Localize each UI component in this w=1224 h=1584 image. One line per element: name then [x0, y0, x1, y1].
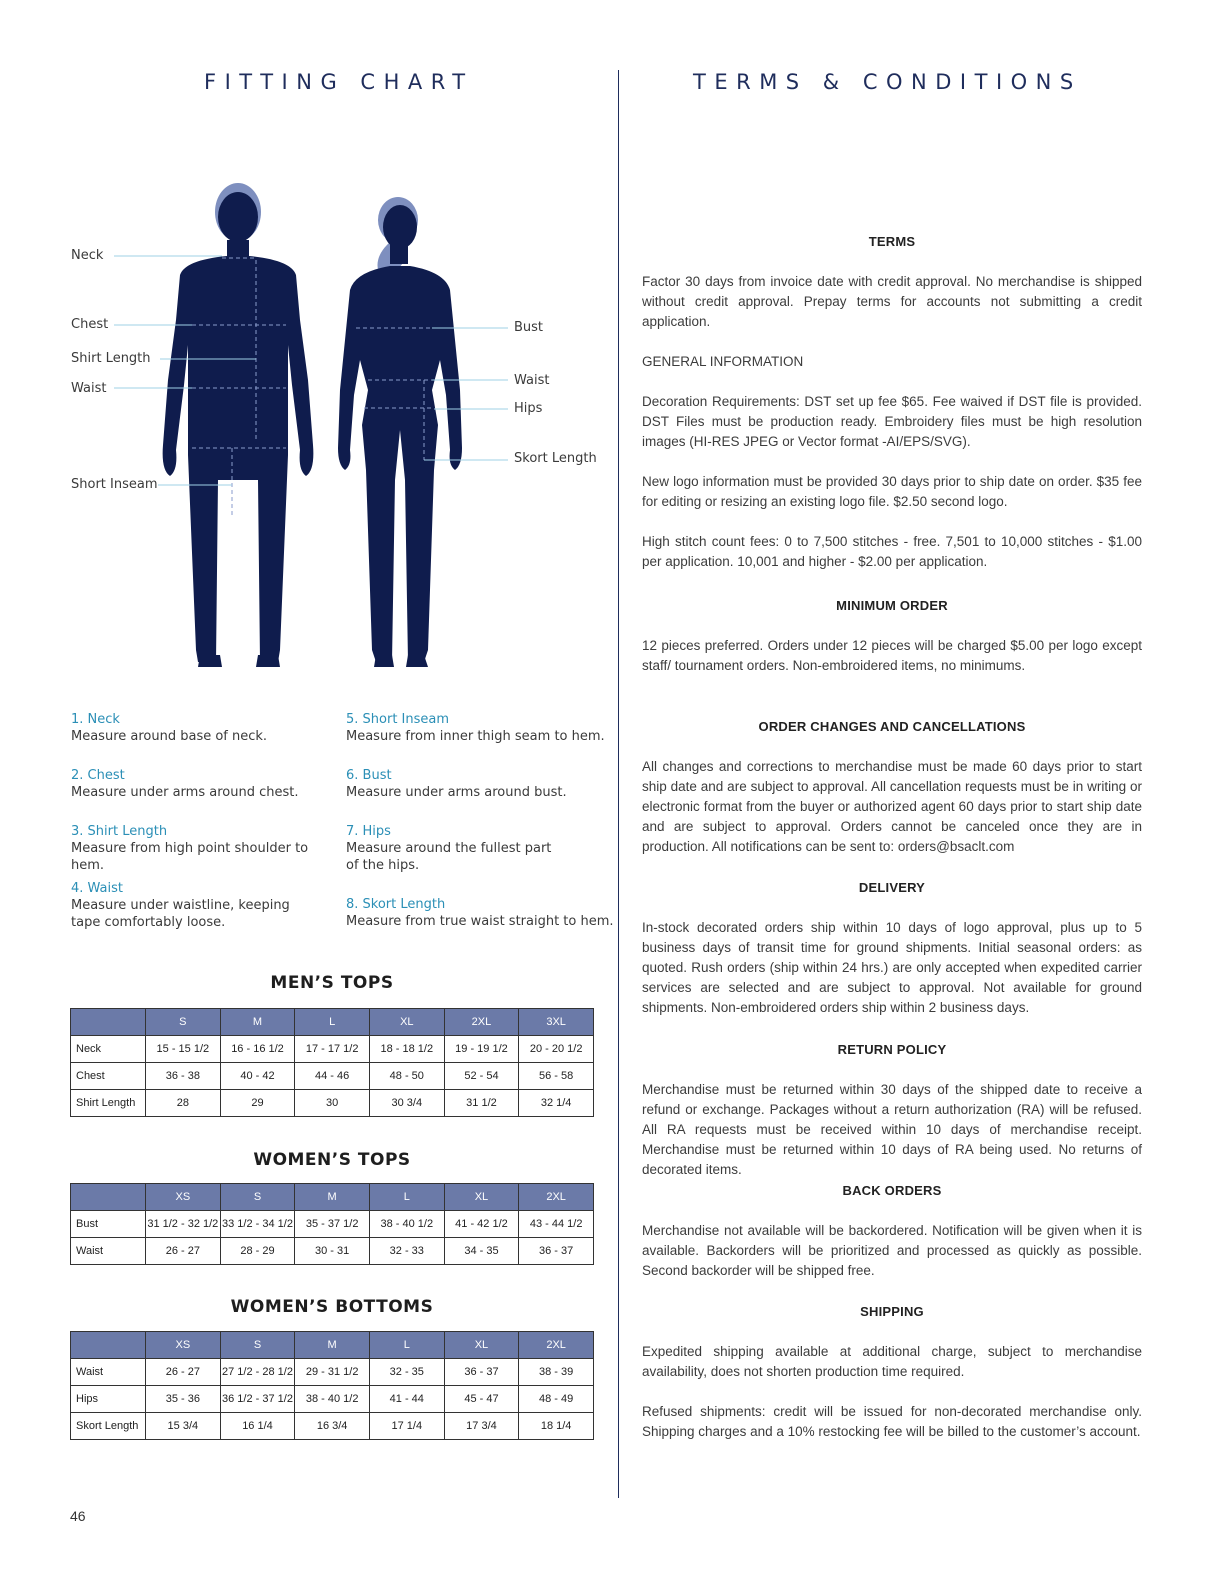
table-cell: 17 3/4 [444, 1413, 519, 1440]
table-cell: 32 - 35 [369, 1359, 444, 1386]
table-header-cell [71, 1332, 146, 1359]
instruction-hips [346, 823, 566, 874]
table-cell: 31 1/2 [444, 1090, 519, 1117]
table-header-cell: XL [369, 1009, 444, 1036]
table-cell: Waist [71, 1359, 146, 1386]
table-header-cell: L [369, 1184, 444, 1211]
instruction-title: 1. Neck [71, 712, 120, 727]
delivery-section [642, 878, 1142, 1018]
table-cell: Waist [71, 1238, 146, 1265]
table-cell: 38 - 39 [519, 1359, 594, 1386]
instruction-text: Measure under arms around chest. [71, 785, 299, 800]
return-policy-text: Merchandise must be returned within 30 days of the shipped date to receive a refund or exchange. Packages without a return authorization (RA) will be refused. All RA requests must be received within 10 days of merchandise receipt. Merchandise must be returned within 10 days of RA being used. No returns of decorated items. [642, 1082, 1142, 1177]
table-header-cell: L [295, 1009, 370, 1036]
instruction-title: 3. Shirt Length [71, 824, 168, 839]
womens-tops-title: WOMEN’S TOPS [253, 1150, 411, 1170]
instruction-title: 5. Short Inseam [346, 712, 450, 727]
table-cell: 30 [295, 1090, 370, 1117]
table-cell: Skort Length [71, 1413, 146, 1440]
refused-shipments-text: Refused shipments: credit will be issued for non-decorated merchandise only. Shipping charges and a 10% restocking fee will be billed to the customer’s account. [642, 1404, 1142, 1439]
table-cell: 27 1/2 - 28 1/2 [220, 1359, 295, 1386]
table-header-cell: L [369, 1332, 444, 1359]
page-number: 46 [70, 1508, 86, 1524]
back-orders-title: BACK ORDERS [842, 1183, 942, 1198]
return-policy-section [642, 1040, 1142, 1180]
shipping-section [642, 1302, 1142, 1442]
instruction-text: Measure around the fullest part of the hips. [346, 841, 552, 873]
table-cell: 15 3/4 [146, 1413, 221, 1440]
table-row [71, 1211, 594, 1238]
fitting-chart-heading: FITTING CHART [204, 70, 474, 94]
shipping-title: SHIPPING [860, 1304, 924, 1319]
instruction-neck [71, 711, 341, 745]
table-cell: 44 - 46 [295, 1063, 370, 1090]
table-cell: 16 - 16 1/2 [220, 1036, 295, 1063]
table-cell: 30 3/4 [369, 1090, 444, 1117]
instruction-short-inseam [346, 711, 616, 745]
female-silhouette [338, 197, 462, 667]
table-cell: 28 [146, 1090, 221, 1117]
table-cell: 28 - 29 [220, 1238, 295, 1265]
order-changes-text: All changes and corrections to merchandise must be made 60 days prior to start ship date and are subject to approval. All cancellation requests must be in writing or electronic format from the buyer or authorized agent 60 days prior to start ship date and are subject to approval. Orders cannot be canceled once they are in production. All notifications can be sent to: orders@bsaclt.com [642, 759, 1142, 854]
table-cell: 36 - 37 [519, 1238, 594, 1265]
table-cell: 52 - 54 [444, 1063, 519, 1090]
back-orders-text: Merchandise not available will be backordered. Notification will be given when it is available. Backorders will be prioritized and processed as quickly as possible. Second backorder will be shipped free. [642, 1223, 1142, 1278]
table-cell: 48 - 49 [519, 1386, 594, 1413]
table-cell: 19 - 19 1/2 [444, 1036, 519, 1063]
instruction-text: Measure from true waist straight to hem. [346, 914, 614, 929]
label-short-inseam: Short Inseam [71, 477, 158, 492]
table-cell: 31 1/2 - 32 1/2 [146, 1211, 221, 1238]
instruction-bust [346, 767, 616, 801]
stitch-fees-text: High stitch count fees: 0 to 7,500 stitches - free. 7,501 to 10,000 stitches - $1.00 per application. 10,001 and higher - $2.00 per application. [642, 534, 1142, 569]
table-cell: 32 - 33 [369, 1238, 444, 1265]
table-cell: 32 1/4 [519, 1090, 594, 1117]
delivery-text: In-stock decorated orders ship within 10 days of logo approval, plus up to 5 business days of transit time for ground shipments. Initial seasonal orders: as quoted. Rush orders (ship within 24 hrs.) are only accepted when expedited carrier services are selected and are subject to approval. Not available for ground shipments. Non-embroidered orders ship within 2 business days. [642, 920, 1142, 1015]
instruction-title: 7. Hips [346, 824, 391, 839]
terms-heading: TERMS & CONDITIONS [693, 70, 1082, 94]
womens-bottoms-table [70, 1331, 594, 1440]
table-cell: 18 - 18 1/2 [369, 1036, 444, 1063]
return-policy-title: RETURN POLICY [837, 1042, 947, 1057]
table-header-cell: 2XL [519, 1332, 594, 1359]
minimum-order-title: MINIMUM ORDER [836, 598, 948, 613]
table-header-cell [71, 1009, 146, 1036]
general-info-label: GENERAL INFORMATION [642, 354, 804, 369]
table-cell: 56 - 58 [519, 1063, 594, 1090]
table-header-cell: M [295, 1332, 370, 1359]
table-cell: 26 - 27 [146, 1359, 221, 1386]
table-cell: 35 - 36 [146, 1386, 221, 1413]
table-cell: 43 - 44 1/2 [519, 1211, 594, 1238]
table-cell: Neck [71, 1036, 146, 1063]
table-cell: 38 - 40 1/2 [295, 1386, 370, 1413]
table-cell: 36 - 37 [444, 1359, 519, 1386]
label-neck: Neck [71, 248, 104, 263]
terms-section [642, 232, 1142, 572]
table-header-cell: 2XL [519, 1184, 594, 1211]
label-shirt-length: Shirt Length [71, 351, 151, 366]
instruction-skort-length [346, 896, 616, 930]
back-orders-section [642, 1181, 1142, 1281]
table-header-cell: S [220, 1332, 295, 1359]
table-header-cell: XL [444, 1184, 519, 1211]
table-cell: 16 1/4 [220, 1413, 295, 1440]
new-logo-text: New logo information must be provided 30 days prior to ship date on order. $35 fee for editing or resizing an existing logo file. $2.50 second logo. [642, 474, 1142, 509]
table-cell: Chest [71, 1063, 146, 1090]
table-header-cell: 3XL [519, 1009, 594, 1036]
table-cell: 40 - 42 [220, 1063, 295, 1090]
table-cell: 45 - 47 [444, 1386, 519, 1413]
table-cell: 17 - 17 1/2 [295, 1036, 370, 1063]
table-cell: 34 - 35 [444, 1238, 519, 1265]
mens-tops-title: MEN’S TOPS [270, 973, 394, 993]
table-header-cell: M [295, 1184, 370, 1211]
table-cell: 36 - 38 [146, 1063, 221, 1090]
label-waist-men: Waist [71, 381, 107, 396]
table-header-cell: XL [444, 1332, 519, 1359]
table-cell: 48 - 50 [369, 1063, 444, 1090]
decoration-text: Decoration Requirements: DST set up fee $65. Fee waived if DST file is provided. DST Files must be production ready. Embroidery files must be high resolution images (HI-RES JPEG or Vector format -AI/EPS/SVG). [642, 394, 1142, 449]
label-hips: Hips [514, 401, 543, 416]
table-cell: 16 3/4 [295, 1413, 370, 1440]
terms-title: TERMS [868, 234, 916, 249]
table-row [71, 1090, 594, 1117]
instruction-text: Measure around base of neck. [71, 729, 268, 744]
table-row [71, 1238, 594, 1265]
table-cell: 18 1/4 [519, 1413, 594, 1440]
instruction-text: Measure under arms around bust. [346, 785, 567, 800]
instruction-chest [71, 767, 341, 801]
label-chest: Chest [71, 317, 109, 332]
terms-text: Factor 30 days from invoice date with credit approval. No merchandise is shipped without credit approval. Prepay terms for accounts not submitting a credit application. [642, 274, 1142, 329]
table-cell: 41 - 42 1/2 [444, 1211, 519, 1238]
womens-bottoms-title: WOMEN’S BOTTOMS [230, 1297, 434, 1317]
table-cell: 29 [220, 1090, 295, 1117]
table-cell: Hips [71, 1386, 146, 1413]
table-cell: 15 - 15 1/2 [146, 1036, 221, 1063]
instruction-title: 8. Skort Length [346, 897, 446, 912]
table-header-cell: 2XL [444, 1009, 519, 1036]
mens-tops-table [70, 1008, 594, 1117]
body-measurement-figure [60, 180, 620, 680]
instruction-shirt-length [71, 823, 341, 874]
table-header-cell: M [220, 1009, 295, 1036]
table-cell: Shirt Length [71, 1090, 146, 1117]
label-bust: Bust [514, 320, 544, 335]
instruction-text: Measure under waistline, keeping tape comfortably loose. [71, 898, 290, 930]
table-row [71, 1036, 594, 1063]
body-silhouettes [60, 180, 620, 680]
table-row [71, 1413, 594, 1440]
table-cell: 29 - 31 1/2 [295, 1359, 370, 1386]
womens-tops-table [70, 1183, 594, 1265]
minimum-order-text: 12 pieces preferred. Orders under 12 pieces will be charged $5.00 per logo except staff/ tournament orders. Non-embroidered items, no minimums. [642, 638, 1142, 673]
table-cell: 33 1/2 - 34 1/2 [220, 1211, 295, 1238]
table-cell: 17 1/4 [369, 1413, 444, 1440]
instruction-title: 6. Bust [346, 768, 392, 783]
table-cell: Bust [71, 1211, 146, 1238]
order-changes-title: ORDER CHANGES AND CANCELLATIONS [758, 719, 1026, 734]
order-changes-section [642, 717, 1142, 857]
table-header-cell: XS [146, 1184, 221, 1211]
table-row [71, 1386, 594, 1413]
table-cell: 26 - 27 [146, 1238, 221, 1265]
minimum-order-section [642, 596, 1142, 676]
table-header-cell: S [146, 1009, 221, 1036]
table-row [71, 1359, 594, 1386]
table-cell: 38 - 40 1/2 [369, 1211, 444, 1238]
shipping-text: Expedited shipping available at additional charge, subject to merchandise availability, does not shorten production time required. [642, 1344, 1142, 1379]
table-cell: 41 - 44 [369, 1386, 444, 1413]
delivery-title: DELIVERY [858, 880, 926, 895]
instruction-text: Measure from high point shoulder to hem. [71, 841, 309, 873]
label-waist-women: Waist [514, 373, 550, 388]
table-header-cell [71, 1184, 146, 1211]
instruction-waist [71, 880, 321, 931]
instruction-title: 2. Chest [71, 768, 125, 783]
table-row [71, 1063, 594, 1090]
table-cell: 36 1/2 - 37 1/2 [220, 1386, 295, 1413]
instruction-text: Measure from inner thigh seam to hem. [346, 729, 605, 744]
table-header-cell: S [220, 1184, 295, 1211]
table-header-cell: XS [146, 1332, 221, 1359]
table-cell: 30 - 31 [295, 1238, 370, 1265]
instruction-title: 4. Waist [71, 881, 124, 896]
label-skort-length: Skort Length [514, 451, 597, 466]
table-cell: 35 - 37 1/2 [295, 1211, 370, 1238]
table-cell: 20 - 20 1/2 [519, 1036, 594, 1063]
